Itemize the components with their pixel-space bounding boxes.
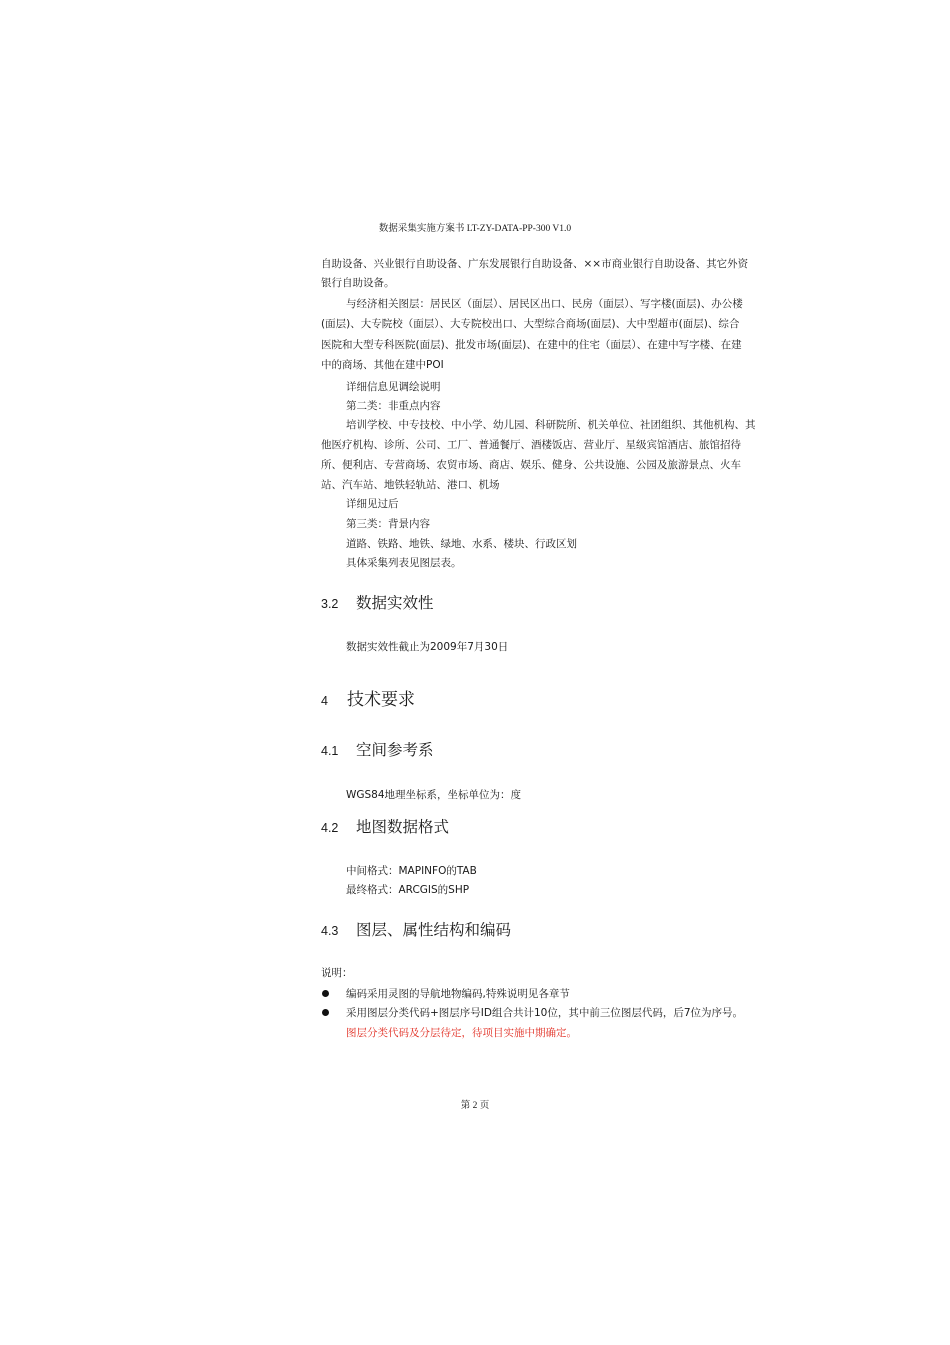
economic-line-2: (面层)、大专院校（面层）、大专院校出口、大型综合商场(面层)、大中型超市(面层)、综合: [321, 318, 740, 330]
bullet-dot-icon: [322, 990, 329, 997]
red-pending-note: 图层分类代码及分层待定，待项目实施中期确定。: [346, 1027, 577, 1039]
section-4-2-title: 地图数据格式: [356, 818, 450, 836]
intro-line-1: 自助设备、兴业银行自助设备、广东发展银行自助设备、××市商业银行自助设备、其它外资: [321, 258, 749, 270]
final-format: 最终格式：ARCGIS的SHP: [346, 884, 470, 896]
class3-line: 道路、铁路、地铁、绿地、水系、楼块、行政区划: [346, 538, 577, 550]
collect-note: 具体采集列表见图层表。: [346, 557, 462, 569]
section-3-2-title: 数据实效性: [356, 594, 434, 612]
economic-line-4: 中的商场、其他在建中POI: [321, 359, 444, 371]
economic-line-1: 与经济相关图层：居民区（面层）、居民区出口、民房（面层）、写字楼(面层)、办公楼: [346, 298, 743, 310]
class2-line-1: 培训学校、中专技校、中小学、幼儿园、科研院所、机关单位、社团组织、其他机构、其: [346, 419, 756, 431]
page-footer: 第 2 页: [460, 1101, 490, 1111]
detail-note-1: 详细信息见调绘说明: [346, 381, 441, 393]
section-4-1-body: WGS84地理坐标系，坐标单位为：度: [346, 789, 522, 801]
section-4-3-heading: [321, 920, 511, 941]
class3-title: 第三类：背景内容: [346, 518, 430, 530]
class2-line-3: 所、便利店、专营商场、农贸市场、商店、娱乐、健身、公共设施、公园及旅游景点、火车: [321, 459, 741, 471]
section-4-heading: [321, 689, 415, 712]
bullet-dot-icon: [322, 1009, 329, 1016]
detail-note-2: 详细见过后: [346, 498, 399, 510]
section-4-1-heading: [321, 740, 434, 761]
section-3-2-heading: [321, 593, 434, 614]
section-3-2-number: 3.2: [321, 597, 339, 611]
economic-line-3: 医院和大型专科医院(面层)、批发市场(面层)、在建中的住宅（面层）、在建中写字楼、在建: [321, 339, 742, 351]
section-4-2-number: 4.2: [321, 821, 339, 835]
class2-line-4: 站、汽车站、地铁轻轨站、港口、机场: [321, 479, 500, 491]
section-4-1-number: 4.1: [321, 744, 339, 758]
bullet-item-1: 编码采用灵图的导航地物编码,特殊说明见各章节: [346, 988, 570, 1000]
section-4-number: 4: [321, 694, 328, 708]
intro-line-2: 银行自助设备。: [321, 277, 395, 289]
section-4-3-number: 4.3: [321, 924, 339, 938]
section-4-2-heading: [321, 817, 449, 838]
mid-format: 中间格式：MAPINFO的TAB: [346, 865, 477, 877]
section-4-title: 技术要求: [347, 690, 415, 710]
section-3-2-body: 数据实效性截止为2009年7月30日: [346, 641, 509, 653]
section-4-1-title: 空间参考系: [356, 741, 434, 759]
section-4-3-title: 图层、属性结构和编码: [356, 921, 512, 939]
class2-line-2: 他医疗机构、诊所、公司、工厂、普通餐厅、酒楼饭店、营业厅、星级宾馆酒店、旅馆招待: [321, 439, 741, 451]
class2-title: 第二类：非重点内容: [346, 400, 441, 412]
bullet-item-2: 采用图层分类代码+图层序号ID组合共计10位，其中前三位图层代码，后7位为序号。: [346, 1007, 744, 1019]
page-header: 数据采集实施方案书 LT-ZY-DATA-PP-300 V1.0: [378, 224, 572, 234]
note-label: 说明：: [321, 967, 353, 979]
